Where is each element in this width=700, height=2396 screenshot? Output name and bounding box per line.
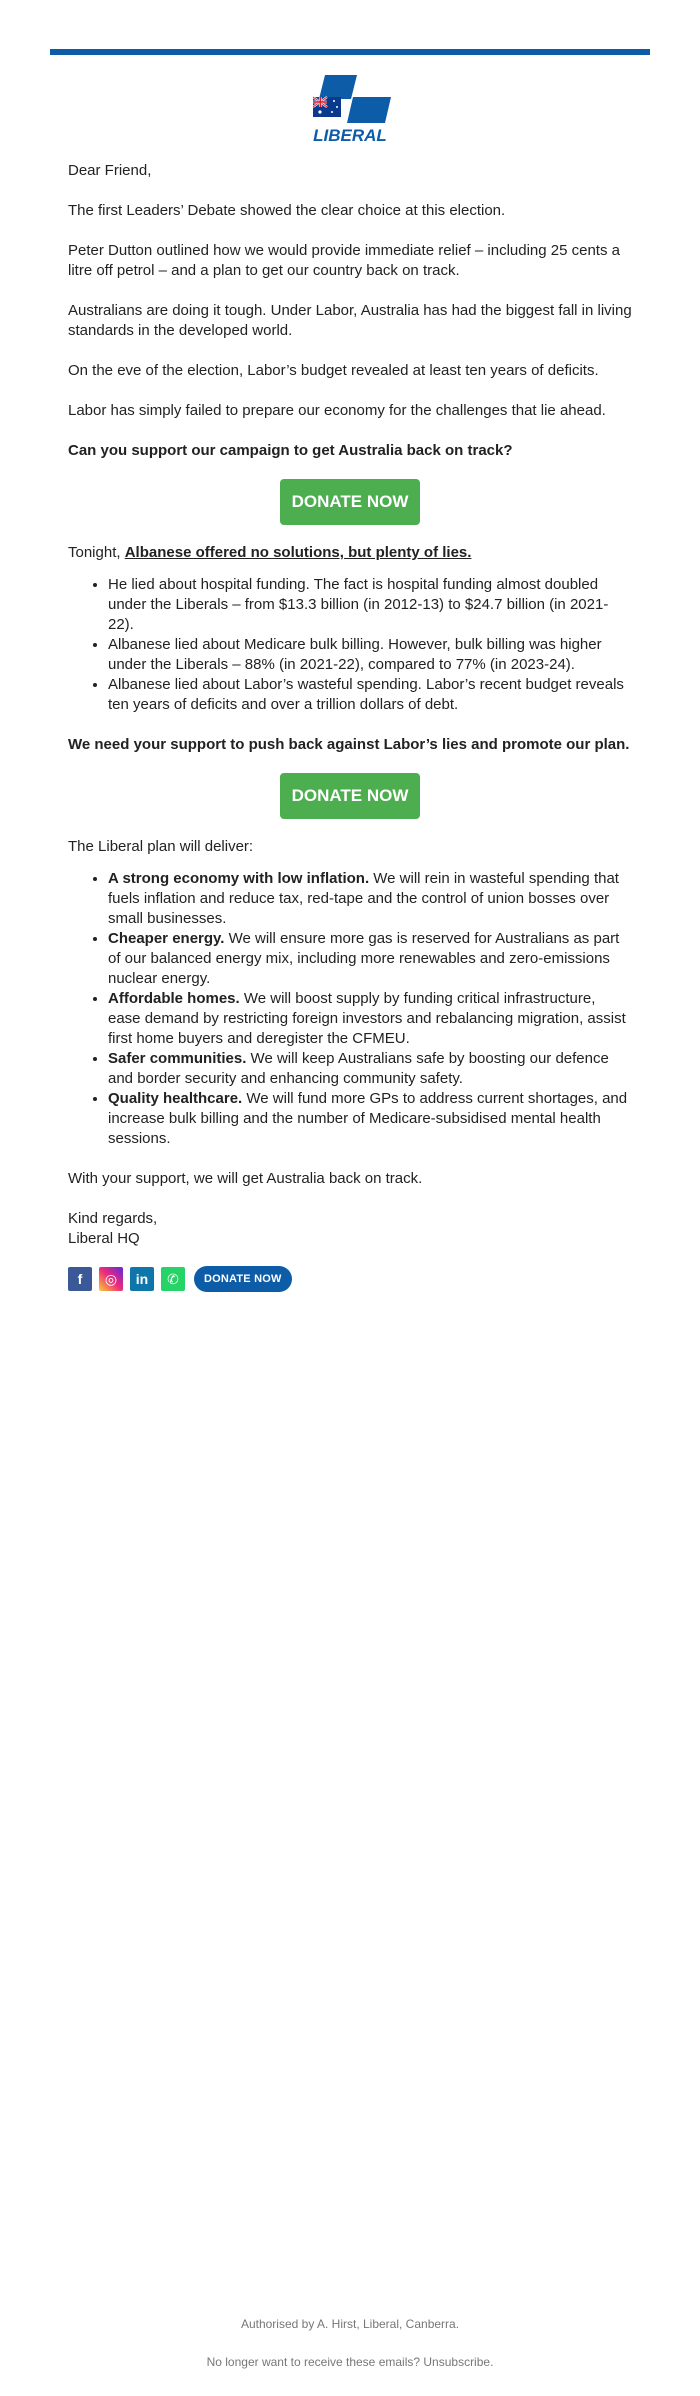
donate-button-2[interactable]: DONATE NOW [280,773,420,819]
email-body [50,161,650,1292]
footer-unsubscribe [0,2355,700,2369]
paragraph-dutton: Peter Dutton outlined how we would provide immediate relief – including 25 cents a litre off petrol – and a plan to get our country back on track. [68,242,620,279]
email-container [50,49,650,1292]
footer-authorised: Authorised by A. Hirst, Liberal, Canberra. [240,2317,460,2331]
plan-item-economy [108,869,632,929]
donate-row-1 [68,479,632,525]
ask-support-1: Can you support our campaign to get Australia back on track? [68,442,513,459]
closing-line: With your support, we will get Australia back on track. [68,1170,423,1187]
plan-item-text: We will boost supply by funding critical infrastructure, ease demand by restricting foreign investors and rebalancing migration, assist first home buyers and deregister the CFMEU. [108,990,626,1047]
list-item: • Albanese lied about Medicare bulk billing. However, bulk billing was higher under the Liberals – 88% (in 2021-22), compared to 77% (in 2023-24). [108,635,632,675]
ask-support-2: We need your support to push back against Labor’s lies and promote our plan. [68,736,630,753]
tonight-line [68,543,632,563]
plan-item-title: Safer communities. [108,1050,247,1067]
lies-link[interactable]: Albanese offered no solutions, but plenty of lies. [124,544,472,561]
plan-item-title: Affordable homes. [108,990,240,1007]
paragraph-debate: The first Leaders’ Debate showed the clear choice at this election. [68,202,506,219]
plan-item-title: Quality healthcare. [108,1090,243,1107]
donate-row-2 [68,773,632,819]
signoff-sender: Liberal HQ [68,1230,140,1247]
plan-item-healthcare [108,1089,632,1149]
instagram-icon[interactable]: ◎ [99,1267,123,1291]
paragraph-economy: Labor has simply failed to prepare our economy for the challenges that lie ahead. [68,402,606,419]
plan-item-text: We will ensure more gas is reserved for Australians as part of our balanced energy mix, including more renewables and zero-emissions nuclear energy. [108,930,620,987]
unsubscribe-prefix: No longer want to receive these emails? [206,2355,424,2369]
tonight-prefix: Tonight, [68,544,125,561]
plan-intro: The Liberal plan will deliver: [68,838,254,855]
plan-item-communities [108,1049,632,1089]
list-item: • Albanese lied about Labor’s wasteful spending. Labor’s recent budget reveals ten years of deficits and over a trillion dollars of debt. [108,675,632,715]
donate-pill-button[interactable]: DONATE NOW [194,1266,292,1292]
plan-list [68,869,632,1149]
greeting: Dear Friend, [68,162,152,179]
linkedin-icon[interactable]: in [130,1267,154,1291]
whatsapp-icon[interactable]: ✆ [161,1267,185,1291]
logo-wordmark: LIBERAL [313,126,387,145]
signoff-regards: Kind regards, [68,1210,158,1227]
facebook-icon[interactable]: f [68,1267,92,1291]
plan-item-text: We will keep Australians safe by boosting our defence and border security and enhancing community safety. [108,1050,609,1087]
logo-area [50,55,650,161]
plan-item-homes [108,989,632,1049]
plan-item-title: Cheaper energy. [108,930,225,947]
paragraph-living-standards: Australians are doing it tough. Under Labor, Australia has had the biggest fall in living standards in the developed world. [68,302,632,339]
plan-item-text: We will fund more GPs to address current shortages, and increase bulk billing and the number of Medicare-subsidised mental health sessions. [108,1090,628,1147]
plan-item-title: A strong economy with low inflation. [108,870,370,887]
plan-item-text: We will rein in wasteful spending that fuels inflation and reduce tax, red-tape and the control of union bosses over small businesses. [108,870,619,927]
social-bar [68,1266,632,1292]
paragraph-budget: On the eve of the election, Labor’s budget revealed at least ten years of deficits. [68,362,599,379]
list-item: • He lied about hospital funding. The fact is hospital funding almost doubled under the Liberals – from $13.3 billion (in 2012-13) to $24.7 billion (in 2021-22). [108,575,632,635]
lies-list [68,575,632,715]
plan-item-energy [108,929,632,989]
unsubscribe-link[interactable]: Unsubscribe. [423,2355,494,2369]
donate-button-1[interactable]: DONATE NOW [280,479,420,525]
liberal-logo[interactable] [305,71,395,151]
